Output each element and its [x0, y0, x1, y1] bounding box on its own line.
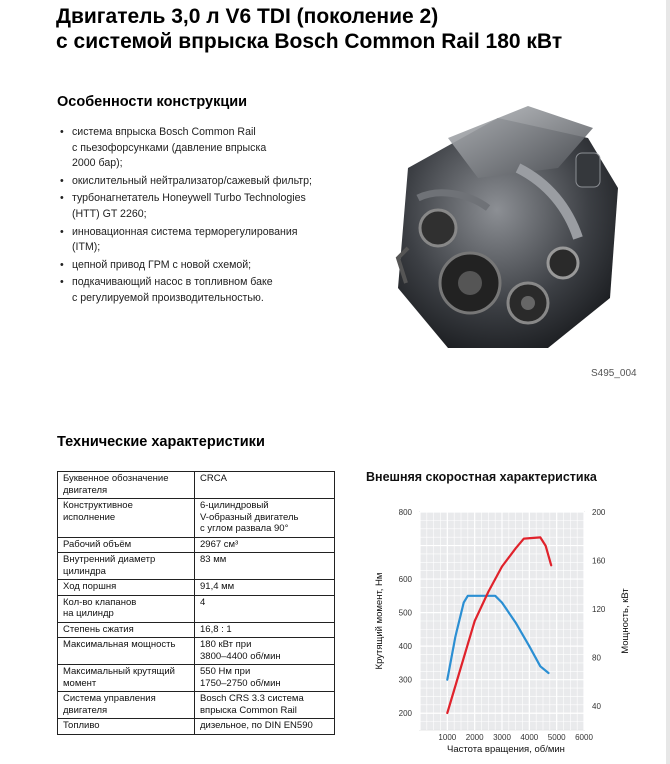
- feature-line: (ITM);: [72, 241, 101, 254]
- spec-line: Внутренний диаметр: [63, 554, 156, 565]
- feature-line: • инновационная система терморегулирования: [72, 225, 298, 238]
- spec-line: CRCA: [200, 473, 227, 484]
- x-tick-label: 5000: [547, 733, 566, 742]
- spec-line: 2967 см³: [200, 538, 239, 550]
- y-left-tick-label: 600: [398, 575, 412, 585]
- y-left-tick-label: 200: [398, 709, 412, 719]
- spec-line: дизельное, по DIN EN590: [200, 720, 313, 731]
- spec-line: на цилиндр: [63, 608, 114, 619]
- spec-line: цилиндра: [63, 565, 106, 577]
- spec-line: 3800–4400 об/мин: [200, 650, 281, 662]
- y-right-tick-label: 160: [592, 556, 606, 566]
- spec-line: Рабочий объём: [63, 538, 132, 550]
- spec-line: Максимальная мощность: [63, 639, 176, 650]
- features-heading: Особенности конструкции: [57, 94, 248, 110]
- spec-line: Конструктивное: [63, 500, 133, 511]
- feature-line: • окислительный нейтрализатор/сажевый фильтр;: [72, 174, 312, 187]
- spec-line: 91,4 мм: [200, 581, 235, 592]
- figure-code: S495_004: [591, 368, 637, 379]
- y-left-tick-label: 400: [398, 642, 412, 652]
- spec-line: впрыска Common Rail: [200, 704, 297, 716]
- feature-line: с пьезофорсунками (давление впрыска: [72, 141, 267, 154]
- spec-line: 550 Нм при: [200, 666, 251, 677]
- feature-line: • цепной привод ГРМ с новой схемой;: [72, 258, 252, 271]
- spec-line: исполнение: [63, 511, 116, 523]
- spec-line: Кол-во клапанов: [63, 596, 137, 608]
- y-right-axis-label: Мощность, кВт: [620, 588, 631, 654]
- feature-line: • подкачивающий насос в топливном баке: [72, 276, 273, 289]
- y-right-tick-label: 80: [592, 653, 601, 663]
- spec-line: Максимальный крутящий: [63, 666, 175, 677]
- spec-line: 1750–2750 об/мин: [200, 677, 281, 689]
- chart-title: Внешняя скоростная характеристика: [366, 470, 597, 484]
- spec-line: 16,8 : 1: [200, 623, 232, 635]
- x-axis-label: Частота вращения, об/мин: [447, 744, 565, 755]
- x-tick-label: 6000: [575, 733, 593, 742]
- feature-line: (HTT) GT 2260;: [72, 207, 147, 220]
- y-right-tick-label: 40: [592, 701, 601, 711]
- spec-line: Степень сжатия: [63, 623, 134, 635]
- x-tick-label: 4000: [520, 733, 539, 742]
- spec-line: 83 мм: [200, 554, 227, 565]
- y-right-tick-label: 120: [592, 604, 606, 614]
- x-tick-label: 3000: [493, 733, 511, 742]
- x-tick-label: 2000: [465, 733, 484, 742]
- spec-line: 180 кВт при: [200, 639, 252, 650]
- spec-line: Система управления: [63, 693, 156, 704]
- spec-line: двигателя: [63, 704, 108, 716]
- feature-line: • турбонагнетатель Honeywell Turbo Technologies: [72, 192, 306, 205]
- title-line-2: с системой впрыска Bosch Common Rail 180 кВт: [56, 30, 563, 53]
- spec-line: Буквенное обозначение: [63, 473, 169, 484]
- spec-line: Bosch CRS 3.3 система: [200, 693, 304, 704]
- spec-line: 4: [200, 596, 206, 608]
- spec-line: 6-цилиндровый: [200, 500, 269, 511]
- y-left-tick-label: 800: [398, 508, 412, 517]
- specs-heading: Технические характеристики: [57, 434, 265, 450]
- feature-line: • система впрыска Bosch Common Rail: [72, 126, 256, 138]
- feature-line: с регулируемой производительностью.: [72, 291, 264, 304]
- spec-line: двигателя: [63, 484, 108, 496]
- spec-line: Топливо: [63, 720, 100, 731]
- y-left-axis-label: Крутящий момент, Нм: [374, 572, 385, 670]
- y-left-tick-label: 500: [398, 608, 412, 618]
- spec-line: V-образный двигатель: [200, 511, 299, 523]
- spec-line: момент: [63, 677, 97, 689]
- spec-line: с углом развала 90°: [200, 523, 289, 534]
- feature-line: 2000 бар);: [72, 157, 123, 170]
- spec-line: Ход поршня: [63, 581, 117, 592]
- x-tick-label: 1000: [438, 733, 457, 742]
- y-right-tick-label: 200: [592, 508, 606, 517]
- title-line-1: Двигатель 3,0 л V6 TDI (поколение 2): [56, 5, 439, 28]
- y-left-tick-label: 300: [398, 675, 412, 685]
